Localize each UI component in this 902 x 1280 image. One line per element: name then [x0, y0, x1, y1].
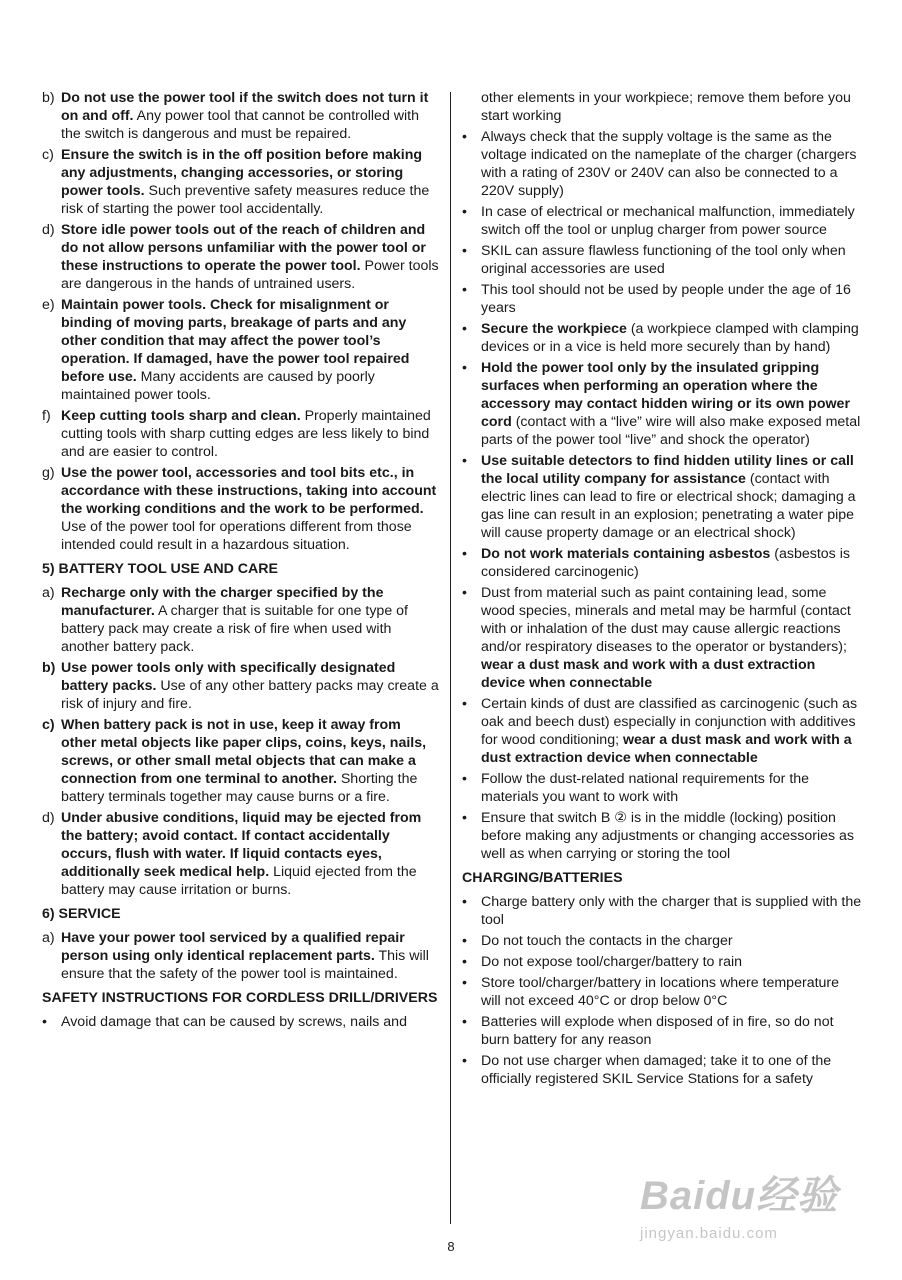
bullet-icon: • [462, 204, 467, 220]
bullet-item: • SKIL can assure flawless functioning of the tool only when original accessories are used [462, 243, 846, 277]
bullet-item: • Hold the power tool only by the insulated gripping surfaces when performing an operation where the accessory may contact hidden wiring or its own power cord (contact with a “live” wire will also make exposed metal parts of the power tool “live” and shock the operator) [462, 360, 861, 448]
section-heading-service: 6) SERVICE [42, 906, 121, 922]
bullet-item: • Do not touch the contacts in the charger [462, 933, 733, 949]
page-number: 8 [447, 1239, 455, 1254]
bullet-icon: • [462, 546, 467, 562]
bullet-item: • Dust from material such as paint containing lead, some wood species, minerals and metal may be harmful (contact with or inhalation of the dust may cause allergic reactions and/or respiratory diseases to the operator or bystanders); wear a dust mask and work with a dust extraction device when connectable [462, 585, 851, 691]
bullet-icon: • [462, 771, 467, 787]
bullet-icon: • [462, 282, 467, 298]
safety-bullet-list [462, 128, 862, 863]
list-item: d) Under abusive conditions, liquid may be ejected from the battery; avoid contact. If contact accidentally occurs, flush with water. If liquid contacts eyes, additionally seek medical help. Liquid ejected from the battery may cause irritation or burns. [42, 810, 422, 898]
right-column [462, 89, 862, 1091]
section-heading-battery: 5) BATTERY TOOL USE AND CARE [42, 561, 278, 577]
continued-text: other elements in your workpiece; remove them before you start working [481, 90, 851, 124]
watermark-url: jingyan.baidu.com [640, 1225, 778, 1242]
bullet-item: • Avoid damage that can be caused by screws, nails and [42, 1014, 407, 1030]
list-item: e) Maintain power tools. Check for misalignment or binding of moving parts, breakage of parts and any other condition that may affect the power tool’s operation. If damaged, have the power tool repaired before use. Many accidents are caused by poorly maintained power tools. [42, 297, 410, 403]
list-item: c) When battery pack is not in use, keep it away from other metal objects like paper clips, coins, keys, nails, screws, or other small metal objects that can make a connection from one terminal to another. Shorting the battery terminals together may cause burns or a fire. [42, 717, 427, 805]
bullet-icon: • [462, 975, 467, 991]
bullet-item: • Batteries will explode when disposed of in fire, so do not burn battery for any reason [462, 1014, 834, 1048]
bullet-item: • Certain kinds of dust are classified as carcinogenic (such as oak and beech dust) especially in conjunction with additives for wood conditioning; wear a dust mask and work with a dust extraction device when connectable [462, 696, 858, 766]
section-heading-cordless: SAFETY INSTRUCTIONS FOR CORDLESS DRILL/DRIVERS [42, 990, 438, 1006]
bullet-icon: • [462, 954, 467, 970]
list-item: d) Store idle power tools out of the reach of children and do not allow persons unfamiliar with the power tool or these instructions to operate the power tool. Power tools are dangerous in the hands of untrained users. [42, 222, 439, 292]
list-item: a) Recharge only with the charger specified by the manufacturer. A charger that is suitable for one type of battery pack may create a risk of fire when used with another battery pack. [42, 585, 408, 655]
list-item: b) Use power tools only with specifically designated battery packs. Use of any other battery packs may create a risk of injury and fire. [42, 660, 439, 712]
bullet-icon: • [462, 1014, 467, 1030]
list-item: f) Keep cutting tools sharp and clean. Properly maintained cutting tools with sharp cutting edges are less likely to bind and are easier to control. [42, 408, 431, 460]
bullet-icon: • [462, 894, 467, 910]
list-item: a) Have your power tool serviced by a qualified repair person using only identical replacement parts. This will ensure that the safety of the power tool is maintained. [42, 930, 429, 982]
bullet-item: • Secure the workpiece (a workpiece clamped with clamping devices or in a vice is held more securely than by hand) [462, 321, 859, 355]
bullet-item: • Charge battery only with the charger that is supplied with the tool [462, 894, 862, 928]
bullet-icon: • [462, 321, 467, 337]
bullet-icon: • [462, 360, 467, 376]
bullet-item: • Follow the dust-related national requirements for the materials you want to work with [462, 771, 810, 805]
column-divider [450, 92, 451, 1224]
bullet-icon: • [462, 453, 467, 469]
list-item: c) Ensure the switch is in the off position before making any adjustments, changing accessories, or storing power tools. Such preventive safety measures reduce the risk of starting the power tool accidentally. [42, 147, 430, 217]
bullet-icon: • [462, 810, 467, 826]
left-column [42, 89, 440, 1034]
baidu-logo: Baidu经验 [640, 1174, 839, 1218]
bullet-item: • This tool should not be used by people under the age of 16 years [462, 282, 851, 316]
list-item: g) Use the power tool, accessories and tool bits etc., in accordance with these instructions, taking into account the working conditions and the work to be performed. Use of the power tool for operations different from those intended could result in a hazardous situation. [42, 465, 437, 553]
bullet-icon: • [462, 585, 467, 601]
bullet-icon: • [462, 933, 467, 949]
bullet-item: • Do not use charger when damaged; take it to one of the officially registered SKIL Service Stations for a safety [462, 1053, 832, 1087]
watermark [640, 1164, 870, 1264]
bullet-item: • Do not expose tool/charger/battery to rain [462, 954, 743, 970]
list-item: b) Do not use the power tool if the switch does not turn it on and off. Any power tool that cannot be controlled with the switch is dangerous and must be repaired. [42, 90, 429, 142]
bullet-icon: • [462, 243, 467, 259]
bullet-icon: • [462, 1053, 467, 1069]
bullet-item: • Do not work materials containing asbestos (asbestos is considered carcinogenic) [462, 546, 850, 580]
bullet-item: • Ensure that switch B ② is in the middle (locking) position before making any adjustments or changing accessories as well as when carrying or storing the tool [462, 810, 855, 862]
bullet-item: • Store tool/charger/battery in locations where temperature will not exceed 40°C or drop below 0°C [462, 975, 840, 1009]
bullet-item: • Use suitable detectors to find hidden utility lines or call the local utility company for assistance (contact with electric lines can lead to fire or electrical shock; damaging a gas line can result in an explosion; penetrating a water pipe will cause property damage or an electrical shock) [462, 453, 856, 541]
bullet-icon: • [462, 129, 467, 145]
bullet-icon: • [42, 1014, 47, 1030]
bullet-item: • Always check that the supply voltage is the same as the voltage indicated on the nameplate of the charger (chargers with a rating of 230V or 240V can also be connected to a 220V supply) [462, 129, 857, 199]
charging-bullet-list [462, 893, 862, 1088]
section-heading-charging: CHARGING/BATTERIES [462, 870, 623, 886]
bullet-icon: • [462, 696, 467, 712]
bullet-item: • In case of electrical or mechanical malfunction, immediately switch off the tool or unplug charger from power source [462, 204, 855, 238]
